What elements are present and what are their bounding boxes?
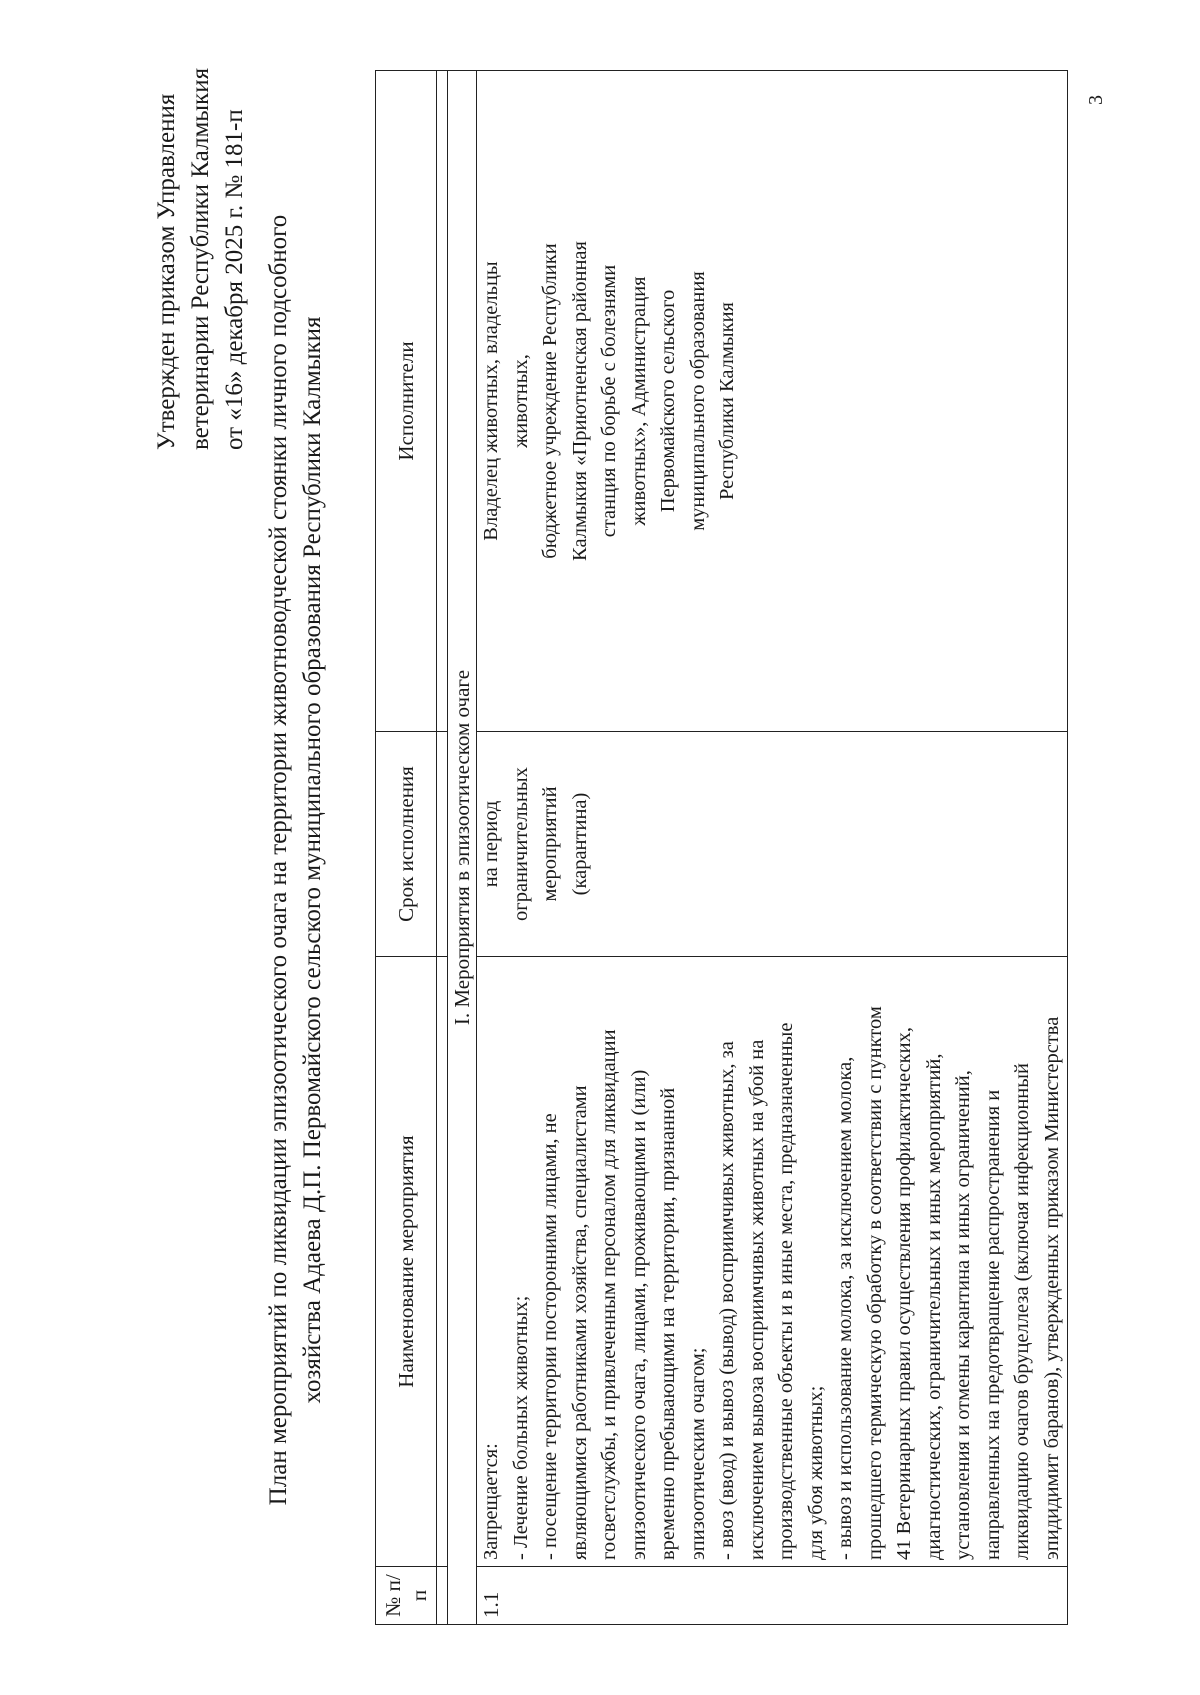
spacer-cell bbox=[437, 732, 448, 957]
executor-line: Первомайского сельского bbox=[657, 289, 679, 513]
spacer-cell bbox=[437, 71, 448, 732]
measure-name-line: для убоя животных; bbox=[804, 1385, 827, 1560]
header-executors: Исполнители bbox=[376, 71, 437, 732]
measure-name-line: - посещение территории посторонними лицами, не bbox=[539, 1113, 561, 1560]
measure-name-line: госветслужбы, и привлеченным персоналом для ликвидации bbox=[598, 1029, 620, 1560]
approval-line-1: Утвержден приказом Управления bbox=[153, 93, 180, 450]
measure-name-line: - ввоз (ввод) и вывоз (вывод) восприимчивых животных, за bbox=[716, 1041, 738, 1560]
document-title bbox=[262, 80, 330, 1640]
executor-line: станция по борьбе с болезнями bbox=[598, 264, 620, 538]
executor-line: Республики Калмыкия bbox=[716, 302, 738, 500]
section-row bbox=[448, 71, 477, 1625]
section-title: I. Мероприятия в эпизоотическом очаге bbox=[448, 71, 477, 1625]
term-line: на период bbox=[480, 800, 502, 888]
executor-line: муниципального образования bbox=[686, 271, 709, 531]
header-name: Наименование мероприятия bbox=[376, 957, 437, 1567]
row-term bbox=[477, 732, 1068, 957]
term-line: (карантина) bbox=[568, 792, 591, 896]
row-executors bbox=[477, 71, 1068, 732]
measure-name-line: Запрещается: bbox=[480, 1443, 502, 1560]
spacer-cell bbox=[437, 957, 448, 1567]
measure-name-line: эпидидимит баранов), утвержденных приказом Министерства bbox=[1040, 1016, 1063, 1560]
executor-line: животных, bbox=[509, 354, 532, 448]
term-line: ограничительных bbox=[509, 767, 532, 921]
measure-name-line: эпизоотическим очагом; bbox=[686, 1347, 709, 1560]
executor-line: бюджетное учреждение Республики bbox=[539, 243, 561, 559]
measure-name-line: диагностических, ограничительных и иных мероприятий, bbox=[922, 1053, 945, 1560]
approval-stamp bbox=[150, 30, 252, 450]
table-header-row bbox=[376, 71, 437, 1625]
title-line-2: хозяйства Адаева Д.П. Первомайского сельского муниципального образования Республики Калмыкия bbox=[299, 316, 326, 1404]
header-num: № п/п bbox=[376, 1567, 437, 1625]
title-line-1: План мероприятий по ликвидации эпизоотического очага на территории животноводческой стоянки личного подсобного bbox=[265, 214, 292, 1506]
spacer-cell bbox=[437, 1567, 448, 1625]
measure-name-line: исключением вывоза восприимчивых животных на убой на bbox=[745, 1039, 768, 1560]
measure-name-line: временно пребывающими на территории, признанной bbox=[657, 1087, 679, 1560]
measure-name-line: эпизоотического очага, лицами, проживающими и (или) bbox=[627, 1069, 650, 1560]
measure-name-line: установления и отмены карантина и иных ограничений, bbox=[952, 1070, 974, 1560]
measure-name-line: - вывоз и использование молока, за исключением молока, bbox=[834, 1056, 856, 1560]
table-row bbox=[477, 71, 1068, 1625]
approval-line-3: от «16» декабря 2025 г. № 181-п bbox=[221, 109, 248, 450]
measure-name-line: ликвидацию очагов бруцеллеза (включая инфекционный bbox=[1011, 1062, 1033, 1560]
measure-name-line: - Лечение больных животных; bbox=[509, 1295, 532, 1560]
measure-name-line: производственные объекты и в иные места, предназначенные bbox=[775, 1022, 797, 1560]
table-spacer-row bbox=[437, 71, 448, 1625]
executor-line: Калмыкия «Приютненская районная bbox=[568, 241, 591, 561]
measure-name-line: направленных на предотвращение распространения и bbox=[981, 1089, 1004, 1560]
approval-line-2: ветеринарии Республики Калмыкия bbox=[187, 67, 214, 450]
measure-name-line: являющимися работниками хозяйства, специалистами bbox=[568, 1085, 591, 1560]
term-line: мероприятий bbox=[539, 786, 561, 902]
row-number: 1.1 bbox=[477, 1567, 1068, 1625]
row-measure-name bbox=[477, 957, 1068, 1567]
executor-line: Владелец животных, владельцы bbox=[480, 261, 502, 541]
measure-name-line: прошедшего термическую обработку в соответствии с пунктом bbox=[863, 1006, 886, 1560]
page-number: 3 bbox=[1085, 95, 1107, 105]
executor-line: животных», Администрация bbox=[627, 276, 650, 526]
header-term: Срок исполнения bbox=[376, 732, 437, 957]
measure-name-line: 41 Ветеринарных правил осуществления профилактических, bbox=[893, 1027, 915, 1560]
measures-table bbox=[375, 70, 1068, 1625]
